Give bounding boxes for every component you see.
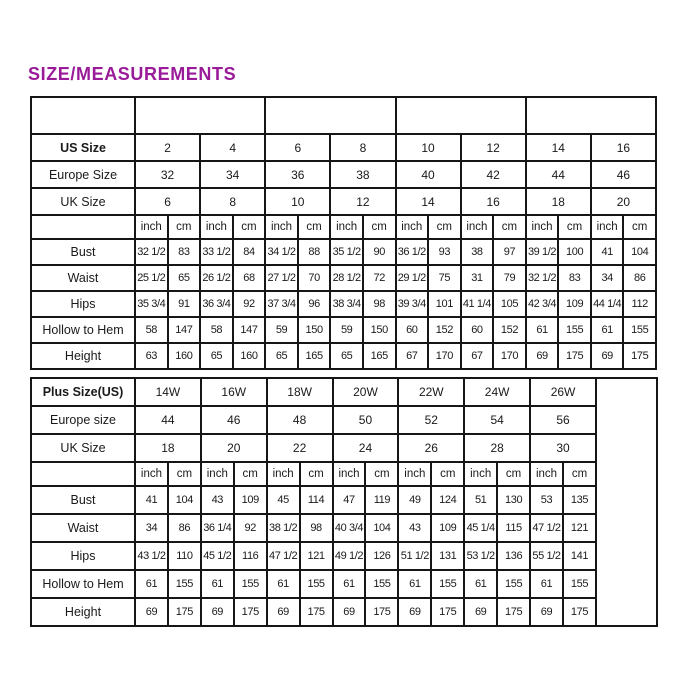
cm-value: 160 [233, 343, 266, 369]
cm-value: 92 [234, 514, 267, 542]
inch-value: 59 [265, 317, 298, 343]
size-value: 36 [265, 161, 330, 188]
size-value: 44 [526, 161, 591, 188]
inch-value: 58 [200, 317, 233, 343]
unit-header: inch [135, 215, 168, 239]
cm-value: 100 [558, 239, 591, 265]
inch-value: 61 [267, 570, 300, 598]
inch-value: 26 1/2 [200, 265, 233, 291]
cm-value: 121 [563, 514, 596, 542]
cm-value: 70 [298, 265, 331, 291]
inch-value: 69 [398, 598, 431, 626]
cm-value: 116 [234, 542, 267, 570]
cm-value: 83 [168, 239, 201, 265]
size-value: 26 [398, 434, 464, 462]
inch-value: 38 1/2 [267, 514, 300, 542]
size-value: 54 [464, 406, 530, 434]
measure-row [31, 486, 657, 514]
unit-header: cm [168, 215, 201, 239]
measure-row [31, 265, 656, 291]
inch-value: 69 [530, 598, 563, 626]
inch-value: 51 [464, 486, 497, 514]
inch-value: 61 [530, 570, 563, 598]
inch-value: 65 [265, 343, 298, 369]
plus-size-table [30, 377, 658, 627]
row-label: Waist [31, 265, 135, 291]
cm-value: 155 [168, 570, 201, 598]
row-label: Hips [31, 542, 135, 570]
cm-value: 130 [497, 486, 530, 514]
cm-value: 126 [365, 542, 398, 570]
inch-value: 61 [135, 570, 168, 598]
inch-value: 32 1/2 [135, 239, 168, 265]
size-value: 8 [330, 134, 395, 161]
inch-value: 65 [330, 343, 363, 369]
inch-value: 27 1/2 [265, 265, 298, 291]
cm-value: 175 [623, 343, 656, 369]
cm-value: 155 [563, 570, 596, 598]
unit-header: inch [398, 462, 431, 486]
inch-value: 44 1/4 [591, 291, 624, 317]
inch-value: 65 [200, 343, 233, 369]
inch-value: 69 [464, 598, 497, 626]
cm-value: 114 [300, 486, 333, 514]
measure-row [31, 570, 657, 598]
unit-header: inch [464, 462, 497, 486]
inch-value: 61 [333, 570, 366, 598]
unit-header-row [31, 462, 657, 486]
row-label: Height [31, 598, 135, 626]
size-value: 14 [396, 188, 461, 215]
row-label: US Size [31, 134, 135, 161]
size-value: 56 [530, 406, 596, 434]
inch-value: 40 3/4 [333, 514, 366, 542]
row-label: Bust [31, 486, 135, 514]
size-value: 12 [330, 188, 395, 215]
unit-header: inch [267, 462, 300, 486]
cm-value: 155 [234, 570, 267, 598]
cm-value: 152 [428, 317, 461, 343]
cm-value: 68 [233, 265, 266, 291]
cm-value: 152 [493, 317, 526, 343]
cm-value: 155 [497, 570, 530, 598]
size-value: 46 [201, 406, 267, 434]
cm-value: 72 [363, 265, 396, 291]
inch-value: 55 1/2 [530, 542, 563, 570]
inch-value: 43 1/2 [135, 542, 168, 570]
cm-value: 98 [300, 514, 333, 542]
unit-header: inch [530, 462, 563, 486]
inch-value: 45 1/4 [464, 514, 497, 542]
cm-value: 155 [431, 570, 464, 598]
cm-value: 155 [558, 317, 591, 343]
inch-value: 31 [461, 265, 494, 291]
cm-value: 104 [623, 239, 656, 265]
inch-value: 61 [526, 317, 559, 343]
unit-header: inch [591, 215, 624, 239]
inch-value: 49 1/2 [333, 542, 366, 570]
cm-value: 135 [563, 486, 596, 514]
inch-value: 36 1/4 [201, 514, 234, 542]
group-spacer-row [31, 97, 656, 134]
unit-header: cm [497, 462, 530, 486]
group-spacer-cell [396, 97, 526, 134]
size-value: 6 [135, 188, 200, 215]
row-label: Height [31, 343, 135, 369]
cm-value: 104 [365, 514, 398, 542]
unit-header: inch [396, 215, 429, 239]
size-row [31, 188, 656, 215]
unit-header: cm [623, 215, 656, 239]
size-value: 10 [265, 188, 330, 215]
size-value: 14W [135, 378, 201, 406]
corner-cell [31, 215, 135, 239]
cm-value: 119 [365, 486, 398, 514]
inch-value: 38 3/4 [330, 291, 363, 317]
inch-value: 28 1/2 [330, 265, 363, 291]
size-value: 14 [526, 134, 591, 161]
size-row [31, 434, 657, 462]
cm-value: 101 [428, 291, 461, 317]
size-value: 16W [201, 378, 267, 406]
size-value: 34 [200, 161, 265, 188]
size-value: 12 [461, 134, 526, 161]
empty-trailing-cell [596, 378, 657, 626]
unit-header: cm [431, 462, 464, 486]
cm-value: 165 [298, 343, 331, 369]
inch-value: 61 [591, 317, 624, 343]
inch-value: 53 1/2 [464, 542, 497, 570]
measure-row [31, 598, 657, 626]
cm-value: 175 [234, 598, 267, 626]
size-value: 20 [201, 434, 267, 462]
unit-header: cm [233, 215, 266, 239]
size-row [31, 406, 657, 434]
size-value: 18W [267, 378, 333, 406]
unit-header: cm [563, 462, 596, 486]
cm-value: 175 [365, 598, 398, 626]
inch-value: 61 [201, 570, 234, 598]
unit-header: cm [234, 462, 267, 486]
unit-header: inch [526, 215, 559, 239]
inch-value: 34 [135, 514, 168, 542]
row-label: UK Size [31, 188, 135, 215]
cm-value: 83 [558, 265, 591, 291]
cm-value: 90 [363, 239, 396, 265]
size-value: 8 [200, 188, 265, 215]
inch-value: 69 [201, 598, 234, 626]
cm-value: 160 [168, 343, 201, 369]
group-spacer-cell [526, 97, 656, 134]
inch-value: 69 [591, 343, 624, 369]
inch-value: 39 1/2 [526, 239, 559, 265]
size-value: 38 [330, 161, 395, 188]
row-label: UK Size [31, 434, 135, 462]
inch-value: 25 1/2 [135, 265, 168, 291]
inch-value: 58 [135, 317, 168, 343]
unit-header: inch [330, 215, 363, 239]
inch-value: 60 [396, 317, 429, 343]
cm-value: 98 [363, 291, 396, 317]
size-row [31, 134, 656, 161]
cm-value: 115 [497, 514, 530, 542]
row-label: Hips [31, 291, 135, 317]
row-label: Plus Size(US) [31, 378, 135, 406]
size-value: 20W [333, 378, 399, 406]
inch-value: 29 1/2 [396, 265, 429, 291]
unit-header: cm [298, 215, 331, 239]
cm-value: 141 [563, 542, 596, 570]
size-value: 24W [464, 378, 530, 406]
unit-header: cm [300, 462, 333, 486]
inch-value: 35 1/2 [330, 239, 363, 265]
inch-value: 36 3/4 [200, 291, 233, 317]
size-value: 42 [461, 161, 526, 188]
inch-value: 60 [461, 317, 494, 343]
size-value: 30 [530, 434, 596, 462]
size-value: 52 [398, 406, 464, 434]
measure-row [31, 343, 656, 369]
inch-value: 69 [526, 343, 559, 369]
cm-value: 96 [298, 291, 331, 317]
cm-value: 175 [431, 598, 464, 626]
cm-value: 86 [168, 514, 201, 542]
unit-header: cm [363, 215, 396, 239]
size-row [31, 378, 657, 406]
size-value: 22 [267, 434, 333, 462]
cm-value: 150 [298, 317, 331, 343]
inch-value: 69 [267, 598, 300, 626]
inch-value: 45 [267, 486, 300, 514]
inch-value: 45 1/2 [201, 542, 234, 570]
cm-value: 97 [493, 239, 526, 265]
unit-header: cm [168, 462, 201, 486]
cm-value: 175 [563, 598, 596, 626]
inch-value: 37 3/4 [265, 291, 298, 317]
cm-value: 165 [363, 343, 396, 369]
unit-header: inch [265, 215, 298, 239]
size-value: 24 [333, 434, 399, 462]
cm-value: 109 [234, 486, 267, 514]
measure-row [31, 291, 656, 317]
size-value: 46 [591, 161, 656, 188]
unit-header: inch [461, 215, 494, 239]
inch-value: 39 3/4 [396, 291, 429, 317]
inch-value: 67 [461, 343, 494, 369]
size-value: 50 [333, 406, 399, 434]
inch-value: 67 [396, 343, 429, 369]
size-value: 10 [396, 134, 461, 161]
row-label: Waist [31, 514, 135, 542]
cm-value: 155 [623, 317, 656, 343]
cm-value: 75 [428, 265, 461, 291]
corner-cell [31, 97, 135, 134]
cm-value: 170 [428, 343, 461, 369]
size-value: 4 [200, 134, 265, 161]
cm-value: 170 [493, 343, 526, 369]
inch-value: 41 1/4 [461, 291, 494, 317]
inch-value: 69 [135, 598, 168, 626]
unit-header: cm [558, 215, 591, 239]
unit-header: cm [493, 215, 526, 239]
cm-value: 88 [298, 239, 331, 265]
row-label: Europe Size [31, 161, 135, 188]
inch-value: 33 1/2 [200, 239, 233, 265]
size-value: 40 [396, 161, 461, 188]
size-value: 6 [265, 134, 330, 161]
inch-value: 61 [398, 570, 431, 598]
size-value: 16 [461, 188, 526, 215]
inch-value: 53 [530, 486, 563, 514]
cm-value: 121 [300, 542, 333, 570]
cm-value: 155 [300, 570, 333, 598]
page-title: SIZE/MEASUREMENTS [28, 64, 237, 84]
cm-value: 124 [431, 486, 464, 514]
size-value: 2 [135, 134, 200, 161]
inch-value: 63 [135, 343, 168, 369]
inch-value: 43 [398, 514, 431, 542]
size-value: 28 [464, 434, 530, 462]
measure-row [31, 514, 657, 542]
row-label: Hollow to Hem [31, 570, 135, 598]
inch-value: 59 [330, 317, 363, 343]
size-value: 44 [135, 406, 201, 434]
unit-header: inch [200, 215, 233, 239]
cm-value: 110 [168, 542, 201, 570]
cm-value: 136 [497, 542, 530, 570]
inch-value: 34 1/2 [265, 239, 298, 265]
inch-value: 38 [461, 239, 494, 265]
cm-value: 112 [623, 291, 656, 317]
cm-value: 104 [168, 486, 201, 514]
inch-value: 42 3/4 [526, 291, 559, 317]
cm-value: 155 [365, 570, 398, 598]
cm-value: 84 [233, 239, 266, 265]
cm-value: 109 [431, 514, 464, 542]
size-value: 32 [135, 161, 200, 188]
row-label: Hollow to Hem [31, 317, 135, 343]
cm-value: 65 [168, 265, 201, 291]
cm-value: 175 [497, 598, 530, 626]
size-value: 20 [591, 188, 656, 215]
inch-value: 69 [333, 598, 366, 626]
measure-row [31, 239, 656, 265]
cm-value: 147 [233, 317, 266, 343]
inch-value: 32 1/2 [526, 265, 559, 291]
unit-header-row [31, 215, 656, 239]
cm-value: 131 [431, 542, 464, 570]
size-value: 22W [398, 378, 464, 406]
unit-header: cm [428, 215, 461, 239]
inch-value: 35 3/4 [135, 291, 168, 317]
corner-cell [31, 462, 135, 486]
cm-value: 109 [558, 291, 591, 317]
unit-header: cm [365, 462, 398, 486]
inch-value: 47 [333, 486, 366, 514]
size-value: 48 [267, 406, 333, 434]
inch-value: 43 [201, 486, 234, 514]
inch-value: 51 1/2 [398, 542, 431, 570]
size-value: 26W [530, 378, 596, 406]
size-value: 18 [526, 188, 591, 215]
unit-header: inch [333, 462, 366, 486]
inch-value: 47 1/2 [267, 542, 300, 570]
cm-value: 147 [168, 317, 201, 343]
cm-value: 175 [300, 598, 333, 626]
size-value: 16 [591, 134, 656, 161]
cm-value: 92 [233, 291, 266, 317]
standard-size-table [30, 96, 657, 370]
row-label: Europe size [31, 406, 135, 434]
inch-value: 49 [398, 486, 431, 514]
inch-value: 34 [591, 265, 624, 291]
group-spacer-cell [265, 97, 395, 134]
inch-value: 36 1/2 [396, 239, 429, 265]
cm-value: 150 [363, 317, 396, 343]
unit-header: inch [135, 462, 168, 486]
inch-value: 61 [464, 570, 497, 598]
cm-value: 105 [493, 291, 526, 317]
group-spacer-cell [135, 97, 265, 134]
inch-value: 41 [591, 239, 624, 265]
cm-value: 175 [558, 343, 591, 369]
measure-row [31, 317, 656, 343]
cm-value: 175 [168, 598, 201, 626]
inch-value: 47 1/2 [530, 514, 563, 542]
measure-row [31, 542, 657, 570]
cm-value: 93 [428, 239, 461, 265]
row-label: Bust [31, 239, 135, 265]
cm-value: 86 [623, 265, 656, 291]
size-row [31, 161, 656, 188]
inch-value: 41 [135, 486, 168, 514]
unit-header: inch [201, 462, 234, 486]
cm-value: 79 [493, 265, 526, 291]
size-value: 18 [135, 434, 201, 462]
cm-value: 91 [168, 291, 201, 317]
